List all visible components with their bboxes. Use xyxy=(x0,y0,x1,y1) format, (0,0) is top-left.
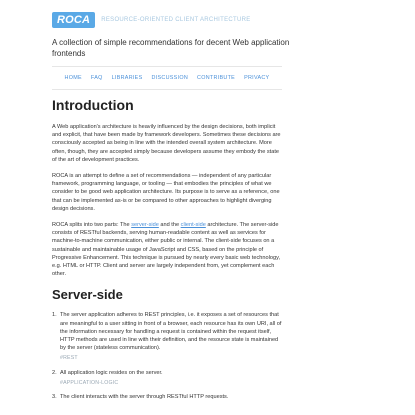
intro-paragraph-3 xyxy=(52,221,284,278)
nav-privacy-link[interactable]: PRIVACY xyxy=(244,75,270,81)
server-side-heading: Server-side xyxy=(52,287,123,303)
intro-paragraph-2: ROCA is an attempt to define a set of recommendations — independent of any particular framework, programming language, or tooling — that embodies the principles of what we consider to be good web application architecture. Its purpose is to serve as a reference, one that can be implemented as-is or be compared to other approaches to highlight diverging design decisions. xyxy=(52,173,280,212)
roca-logo[interactable]: ROCA xyxy=(52,12,95,28)
list-item-number: 3. xyxy=(52,394,57,401)
list-item-number: 1. xyxy=(52,312,57,319)
list-item-text: The server application adheres to REST principles, i.e. it exposes a set of resources that are meaningful to a user sitting in front of a browser, each resource has its own URI, all of the information necessary for handling a request is contained within the request itself, HTTP methods are used in line with their definition, and the resource state is maintained by the server (stateless communication). xyxy=(60,312,282,352)
nav-discussion-link[interactable]: DISCUSSION xyxy=(151,75,189,81)
site-tagline: RESOURCE-ORIENTED CLIENT ARCHITECTURE xyxy=(101,17,251,23)
intro-p3-text-c: architecture. The server-side consists of RESTful backends, serving human-readable content as well as services for machine-to-machine communication, either public or internal. The client-side focuses on a sustainable and maintainable usage of JavaScript and CSS, based on the principle of Progressive Enhancement. This technique is pursued by nearly every basic web technology, e.g. HTML or HTTP. Client and server are largely independent from, yet complement each other. xyxy=(52,222,281,278)
list-item-text: All application logic resides on the server. xyxy=(60,369,163,376)
intro-p3-text-b: and the xyxy=(158,222,181,229)
site-header xyxy=(52,12,251,28)
main-content xyxy=(52,96,284,407)
application-logic-anchor-tag[interactable]: #APPLICATION-LOGIC xyxy=(60,379,119,386)
nav-libraries-link[interactable]: LIBRARIES xyxy=(111,75,143,81)
server-side-list xyxy=(52,311,284,401)
intro-p3-text-a: ROCA splits into two parts: The xyxy=(52,222,132,229)
site-subtitle: A collection of simple recommendations for decent Web application frontends xyxy=(52,38,290,58)
main-nav xyxy=(52,66,282,90)
rest-anchor-tag[interactable]: #REST xyxy=(60,355,78,362)
nav-faq-link[interactable]: FAQ xyxy=(90,75,103,81)
list-item xyxy=(52,393,284,401)
nav-home-link[interactable]: HOME xyxy=(64,75,82,81)
client-side-link[interactable]: client-side xyxy=(180,222,206,229)
intro-paragraph-1: A Web application's architecture is heavily influenced by the design decisions, both implicit and explicit, that have been made by framework developers. Sometimes these decisions are consciously accepted as being in line with the intended overall system architecture. More often, though, they are accepted simply because developers assume they embody the state of the art of development practices. xyxy=(52,124,281,163)
nav-contribute-link[interactable]: CONTRIBUTE xyxy=(197,75,236,81)
server-side-link[interactable]: server-side xyxy=(131,222,159,229)
list-item-text: The client interacts with the server through RESTful HTTP requests. xyxy=(60,394,229,401)
introduction-heading: Introduction xyxy=(52,97,134,113)
list-item-number: 2. xyxy=(52,369,57,376)
list-item xyxy=(52,311,284,362)
list-item xyxy=(52,369,284,387)
